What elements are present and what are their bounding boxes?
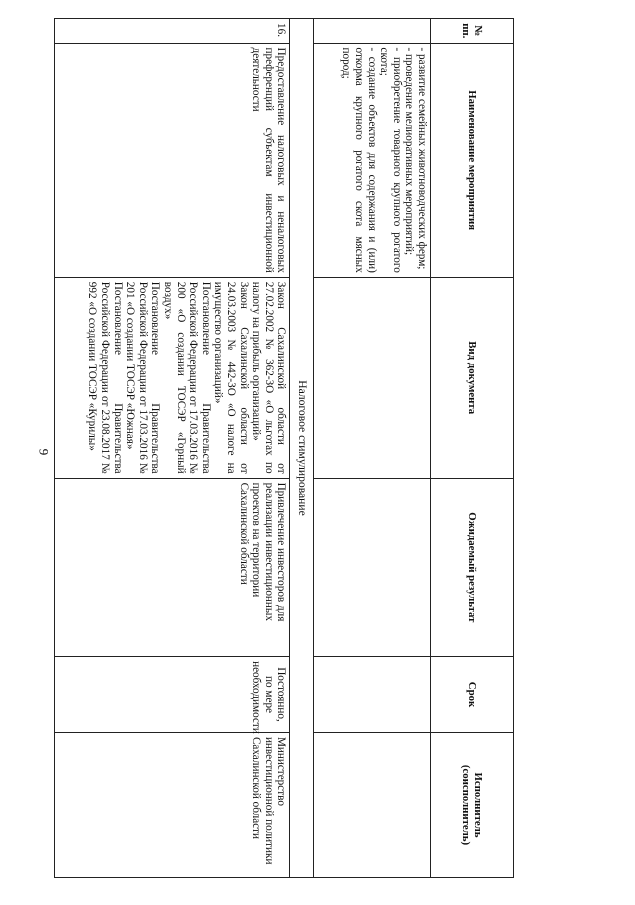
cell-result [314,478,431,656]
table-header-row [431,19,514,878]
cell-executor: Министерство инвестиционной политики Сахалинской области [55,732,290,877]
cell-result: Привлечение инвесторов для реализации инвестиционных проектов на территории Сахалинской области [55,478,290,656]
cell-executor [314,732,431,877]
header-name: Наименование мероприятия [431,43,514,277]
list-item: - развитие семейных животноводческих ферм; [416,47,428,270]
header-doc: Вид документа [431,277,514,478]
section-title: Налоговое стимулирование [290,19,314,878]
list-item: - создание объектов для содержания и (или) откорма крупного рогатого скота мясных пород; [340,47,378,273]
cell-name-continuation [314,43,431,277]
cell-name: Предоставление налоговых и неналоговых преференций субъектам инвестиционной деятельности [55,43,290,277]
cell-doc [55,277,290,478]
document-item: Закон Сахалинской области от 27.02.2002 № 362-ЗО «О льготах по налогу на прибыль организаций» [250,281,288,474]
document-item: Закон Сахалинской области от 24.03.2003 № 442-ЗО «О налоге на имущество организаций» [212,281,250,474]
header-result: Ожидаемый результат [431,478,514,656]
header-executor: Исполнитель (соисполнитель) [431,732,514,877]
cell-num [314,19,431,44]
list-item: - приобретение товарного крупного рогатого скота; [378,47,403,273]
cell-term [314,657,431,733]
document-item: Постановление Правительства Российской Федерации от 17.03.2016 № 201 «О создании ТОСЭР «Южная» [124,281,162,474]
measures-table [54,18,514,878]
header-term: Срок [431,657,514,733]
table-row-continuation [314,19,431,878]
document-item: Постановление Правительства Российской Федерации от 17.03.2016 № 200 «О создании ТОСЭР «Горный воздух» [162,281,212,474]
page-number: 9 [36,448,52,456]
header-num: № пп. [431,19,514,44]
table-row [55,19,290,878]
document-item: Постановление Правительства Российской Федерации от 23.08.2017 № 992 «О создании ТОСЭР «Курилы» [86,281,124,474]
cell-doc [314,277,431,478]
section-row [290,19,314,878]
cell-num: 16. [55,19,290,44]
rotated-document [86,18,514,878]
cell-term: Постоянно, по мере необходимости [55,657,290,733]
list-item: - проведение мелиоративных мероприятий; [403,47,416,256]
